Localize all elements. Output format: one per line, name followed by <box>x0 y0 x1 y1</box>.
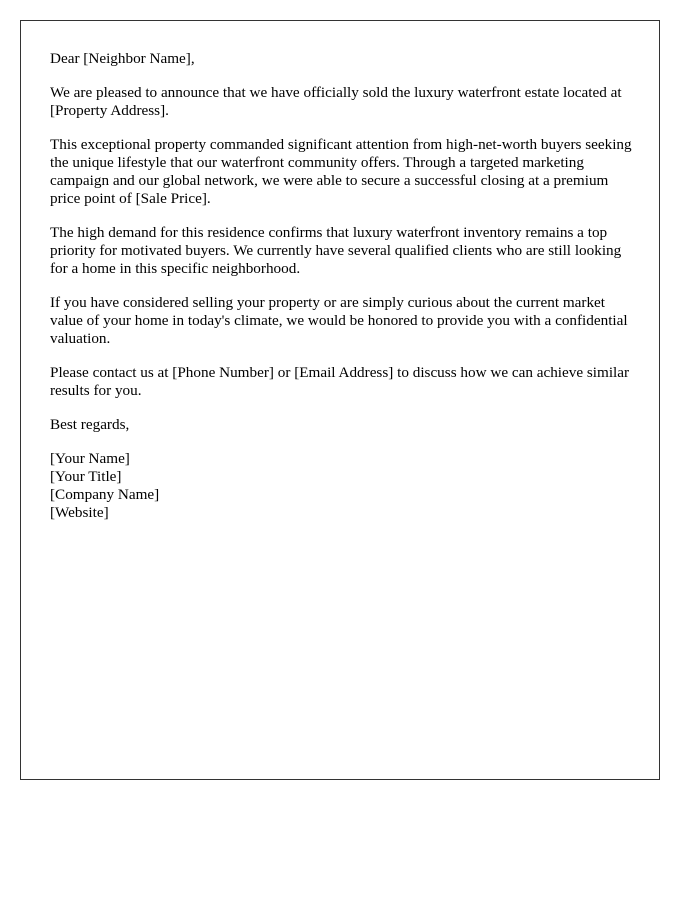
closing: Best regards, <box>50 416 130 433</box>
signature-company: [Company Name] <box>50 486 160 503</box>
paragraph-announcement: We are pleased to announce that we have officially sold the luxury waterfront estate located at [Property Address]. <box>50 84 622 119</box>
paragraph-property-details: This exceptional property commanded significant attention from high-net-worth buyers seeking the unique lifestyle that our waterfront community offers. Through a targeted marketing campaign and our global network, we were able to secure a successful closing at a premium price point of [Sale Price]. <box>50 136 632 207</box>
salutation: Dear [Neighbor Name], <box>50 50 195 67</box>
signature-name: [Your Name] <box>50 450 130 467</box>
letter-body <box>50 50 640 522</box>
signature-title: [Your Title] <box>50 468 122 485</box>
letter-frame <box>20 20 660 780</box>
paragraph-valuation-offer: If you have considered selling your property or are simply curious about the current market value of your home in today's climate, we would be honored to provide you with a confidential valuation. <box>50 294 628 347</box>
paragraph-contact: Please contact us at [Phone Number] or [Email Address] to discuss how we can achieve similar results for you. <box>50 364 630 399</box>
signature-website: [Website] <box>50 504 109 521</box>
signature-block <box>50 450 640 522</box>
paragraph-market-demand: The high demand for this residence confirms that luxury waterfront inventory remains a top priority for motivated buyers. We currently have several qualified clients who are still looking for a home in this specific neighborhood. <box>50 224 622 277</box>
